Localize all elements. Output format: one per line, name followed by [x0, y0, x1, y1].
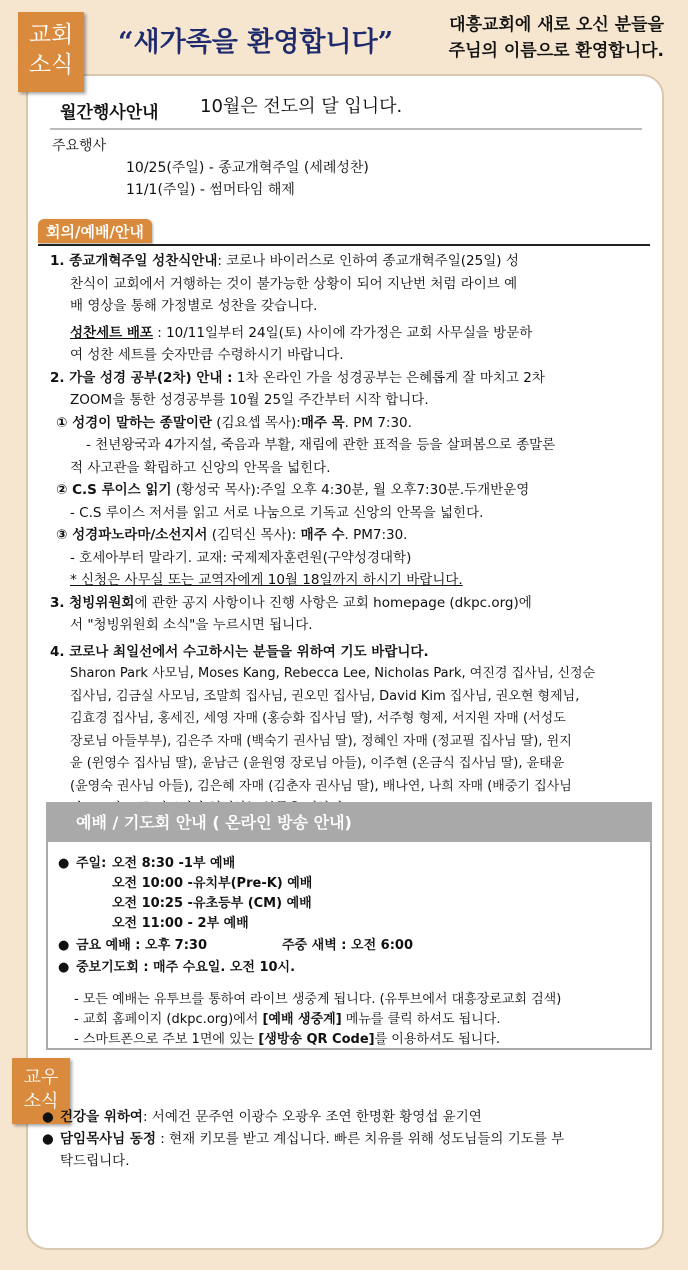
names-line: (윤영숙 권사님 아들), 김은혜 자매 (김춘자 권사님 딸), 배나연, 나희 자매 (배중기 집사님 [70, 778, 572, 794]
broadcast-notes [58, 990, 650, 1050]
course-when: 매주 수 [300, 527, 345, 543]
main-events [52, 135, 369, 201]
sunday-times [112, 854, 312, 934]
friday-worship [58, 936, 650, 956]
note-text: 를 이용하셔도 됩니다. [374, 1032, 501, 1047]
course-text: . PM 7:30. [344, 414, 412, 431]
tag-line: 소식 [28, 52, 74, 78]
item-text: : 10/11일부터 24일(토) 사이에 각가정은 교회 사무실을 방문하 [152, 324, 533, 341]
course-desc: - 천년왕국과 4가지설, 죽음과 부활, 재림에 관한 표적을 등을 살펴봄으로 종말론 [86, 437, 556, 453]
item-text: 배 영상을 통해 가정별로 성찬을 갖습니다. [70, 298, 318, 314]
course-1 [50, 412, 656, 435]
monthly-title: 월간행사안내 [60, 103, 159, 123]
item-4-title: 4. 코로나 최일선에서 수고하시는 분들을 위하여 기도 바랍니다. [50, 643, 429, 660]
item-2 [50, 367, 656, 390]
service-time: 오전 11:00 - 2부 예배 [112, 916, 249, 931]
course-text: (김요셉 목사): [211, 414, 301, 431]
course-when: 매주 목 [300, 414, 345, 431]
health-text: : 서예건 문주연 이광수 오광우 조연 한명환 황영섭 윤기연 [142, 1109, 482, 1125]
service-time: 오전 10:25 -유초등부 (CM) 예배 [112, 896, 312, 911]
note-text: - 스마트폰으로 주보 1면에 있는 [74, 1032, 259, 1047]
item-title: 3. 청빙위원회 [50, 594, 135, 611]
pastor-text: : 현재 키모를 받고 계십니다. 빠른 치유를 위해 성도님들의 기도를 부 [156, 1131, 565, 1147]
intro-text [449, 12, 664, 64]
event-item: 11/1(주일) - 썸머타임 해제 [126, 182, 295, 198]
intro-line: 대흥교회에 새로 오신 분들을 [449, 15, 664, 35]
item-text: 에 관한 공지 사항이나 진행 사항은 교회 homepage (dkpc.org)에 [134, 594, 532, 611]
live-menu-link[interactable]: [예배 생중계] [262, 1012, 342, 1027]
course-title: ① 성경이 말하는 종말이란 [56, 414, 212, 431]
worship-header: 예배 / 기도회 안내 ( 온라인 방송 안내) [48, 804, 650, 842]
item-text: 찬식이 교회에서 거행하는 것이 불가능한 상황이 되어 지난번 처럼 라이브 예 [70, 275, 518, 292]
item-title: 2. 가을 성경 공부(2차) 안내 : [50, 369, 233, 386]
pastor-title: 담임목사님 동정 [60, 1131, 156, 1147]
notice-tab: 회의/예배/안내 [38, 219, 152, 243]
apply-note: * 신청은 사무실 또는 교역자에게 10월 18일까지 하시기 바랍니다. [70, 572, 463, 588]
worship-box [46, 802, 652, 1050]
item-title: 성찬세트 배포 [70, 324, 153, 341]
note-line [74, 1010, 650, 1030]
health-title: 건강을 위하여 [60, 1109, 143, 1125]
course-3 [50, 524, 656, 547]
divider [50, 128, 642, 130]
note-line [74, 1030, 650, 1050]
service-time: 오전 8:30 -1부 예배 [112, 856, 236, 871]
tag-line: 소식 [23, 1091, 59, 1112]
friday-time: 금요 예배 : 오후 7:30 [76, 938, 207, 953]
course-text: . PM7:30. [344, 527, 408, 543]
item-3 [50, 592, 656, 615]
event-item: 10/25(주일) - 종교개혁주일 (세례성찬) [126, 160, 369, 176]
prayer-time: 중보기도회 : 매주 수요일. 오전 10시. [76, 960, 296, 975]
course-title: ② C.S 루이스 읽기 [56, 482, 172, 498]
dawn-time: 주중 새벽 : 오전 6:00 [282, 938, 413, 953]
sunday-worship [58, 854, 650, 934]
course-title: ③ 성경파노라마/소선지서 [56, 527, 208, 543]
member-news [42, 1106, 668, 1172]
names-line: 장로님 아들부부), 김은주 자매 (백숙기 권사님 딸), 정혜인 자매 (정교필 집사님 딸), 윈지 [70, 733, 572, 749]
item-title: 1. 종교개혁주일 성찬식안내 [50, 253, 218, 269]
item-text: 서 "청빙위원회 소식"을 누르시면 됩니다. [70, 617, 313, 633]
divider [38, 244, 650, 246]
service-time: 오전 10:00 -유치부(Pre-K) 예배 [112, 876, 313, 891]
prayer-meeting [58, 958, 650, 978]
course-text: (황성국 목사):주일 오후 4:30분, 월 오후7:30분.두개반운영 [171, 482, 530, 498]
item-text: : 코로나 바이러스로 인하여 종교개혁주일(25일) 성 [217, 253, 519, 269]
main-events-label: 주요행사 [52, 138, 107, 154]
bullet-icon: ● [58, 960, 70, 975]
bullet-icon: ● [58, 856, 70, 871]
note-line: - 모든 예배는 유투브를 통하여 라이브 생중계 됩니다. (유투브에서 대흥장로교회 검색) [74, 992, 562, 1007]
welcome-title: “새가족을 환영합니다” [118, 27, 394, 58]
names-line: 김효경 집사님, 홍세진, 세영 자매 (홍승화 집사님 딸), 서주형 형제, 서지원 자매 (서성도 [70, 711, 566, 726]
item-1b [50, 322, 656, 345]
course-text: (김덕신 목사): [207, 527, 301, 543]
item-text: 1차 온라인 가을 성경공부는 은혜롭게 잘 마치고 2차 [232, 369, 545, 386]
qr-code-label: [생방송 QR Code] [258, 1032, 375, 1047]
prayer-names [50, 663, 656, 821]
tag-line: 교우 [23, 1067, 59, 1088]
pastor-text: 탁드립니다. [60, 1153, 130, 1169]
bullet-icon: ● [42, 1109, 54, 1125]
course-2 [50, 479, 656, 502]
intro-line: 주님의 이름으로 환영합니다. [448, 41, 664, 61]
course-desc: 적 사고관을 확립하고 신앙의 안목을 넓힌다. [70, 459, 331, 476]
health-item [42, 1106, 668, 1128]
names-line: 집사님, 김금실 사모님, 조말희 집사님, 권오민 집사님, David Kim 집사님, 권오현 형제님, [70, 688, 580, 704]
worship-body [48, 842, 650, 1050]
course-desc: - 호세아부터 말라기. 교재: 국제제자훈련원(구약성경대학) [70, 549, 412, 566]
item-1 [50, 250, 656, 273]
item-text: 여 성찬 세트를 숫자만큼 수령하시기 바랍니다. [70, 347, 344, 363]
pastor-item [42, 1128, 668, 1150]
names-line: 윤 (윈영수 집사님 딸), 윤남근 (윤원영 장로님 아들), 이주현 (온금식 집사님 딸), 윤태윤 [70, 756, 565, 771]
note-text: 메뉴를 클릭 하셔도 됩니다. [341, 1012, 501, 1027]
item-text: ZOOM을 통한 성경공부를 10월 25일 주간부터 시작 합니다. [70, 392, 429, 408]
sunday-label: 주일: [76, 856, 107, 871]
notice-body [50, 250, 656, 821]
names-line: Sharon Park 사모님, Moses Kang, Rebecca Lee, Nicholas Park, 여진경 집사님, 신정순 [70, 666, 596, 681]
bullet-icon: ● [58, 938, 70, 953]
bullet-icon: ● [42, 1131, 54, 1147]
monthly-subtitle: 10월은 전도의 달 입니다. [200, 96, 403, 117]
tag-line: 교회 [28, 22, 74, 48]
church-news-tag [18, 12, 84, 92]
course-desc: - C.S 루이스 저서를 읽고 서로 나눔으로 기독교 신앙의 안목을 넓힌다. [70, 504, 484, 521]
note-text: - 교회 홈페이지 (dkpc.org)에서 [74, 1012, 263, 1027]
